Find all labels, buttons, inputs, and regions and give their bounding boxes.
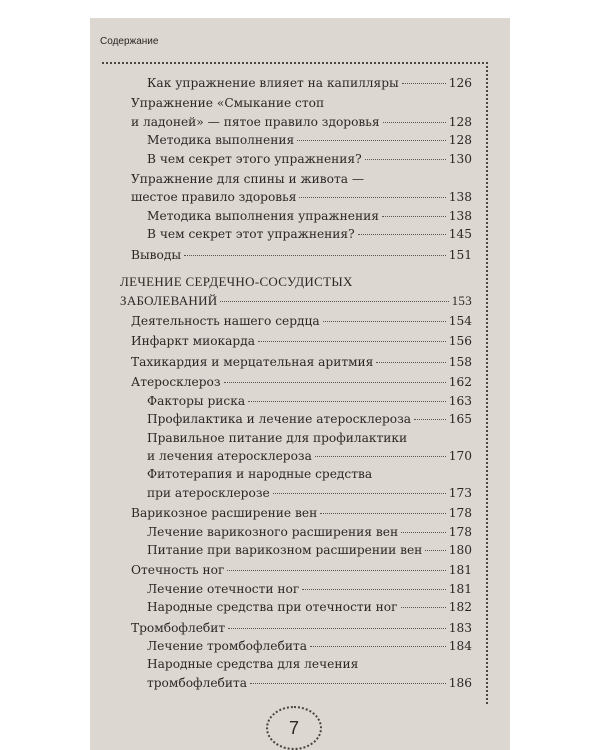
dot-leader [224, 382, 446, 383]
toc-page-number: 165 [448, 412, 472, 427]
toc-entry [120, 131, 472, 149]
toc-page-number: 158 [448, 354, 472, 369]
toc-entry [120, 465, 472, 502]
dot-leader [184, 255, 446, 256]
toc-page-number: 130 [448, 151, 472, 166]
dot-leader [382, 216, 446, 217]
toc-entry-title: тромбофлебита [147, 675, 247, 690]
toc-entry-title: Инфаркт миокарда [131, 334, 255, 349]
dot-leader [402, 83, 446, 84]
toc-entry [120, 74, 472, 92]
toc-entry [120, 150, 472, 168]
dot-leader [401, 532, 446, 533]
toc-chapter [120, 272, 472, 310]
toc-entry-title: ЗАБОЛЕВАНИЙ [120, 293, 218, 309]
toc-page-number: 183 [448, 620, 472, 635]
toc-page-number: 182 [448, 600, 472, 615]
dot-leader [248, 401, 446, 402]
dot-leader [323, 321, 446, 322]
page-number: 7 [266, 706, 322, 750]
toc-entry-title: Упражнение для спины и живота — [131, 172, 365, 187]
toc-entry-title: при атеросклерозе [147, 485, 270, 500]
toc-entry [120, 392, 472, 410]
toc-page-number: 138 [448, 208, 472, 223]
toc-entry [120, 561, 472, 579]
toc-page-number: 128 [448, 133, 472, 148]
dot-leader [297, 140, 446, 141]
toc-entry [120, 332, 472, 350]
dot-leader [401, 607, 446, 608]
toc-entry [120, 246, 472, 264]
toc-entry-title: ЛЕЧЕНИЕ СЕРДЕЧНО-СОСУДИСТЫХ [120, 274, 353, 290]
toc-entry-title: и лечения атеросклероза [147, 448, 312, 463]
toc-entry-title: Лечение отечности ног [147, 581, 300, 596]
toc-page-number: 145 [448, 227, 472, 242]
dot-leader [220, 301, 448, 302]
toc-entry-title: Народные средства при отечности ног [147, 600, 398, 615]
toc-entry-title: Профилактика и лечение атеросклероза [147, 412, 412, 427]
toc-entry [120, 94, 472, 131]
toc-page-number: 151 [448, 247, 472, 262]
toc-page-number: 153 [451, 293, 472, 309]
toc-entry-title: Фитотерапия и народные средства [147, 467, 373, 482]
dot-leader [273, 493, 446, 494]
toc-entry [120, 637, 472, 655]
toc-page-number: 170 [448, 448, 472, 463]
toc-entry-title: Народные средства для лечения [147, 657, 359, 672]
toc-page-number: 163 [448, 393, 472, 408]
dot-leader [425, 550, 445, 551]
dot-leader [315, 456, 446, 457]
toc-page-number: 178 [448, 506, 472, 521]
toc-entry-title: В чем секрет этот упражнения? [147, 227, 355, 242]
toc-page-number: 178 [448, 524, 472, 539]
toc-entry [120, 619, 472, 637]
toc-entry [120, 598, 472, 616]
toc-page-number: 162 [448, 375, 472, 390]
dot-leader [310, 646, 446, 647]
toc-entry [120, 207, 472, 225]
toc-page-number: 156 [448, 334, 472, 349]
toc-entry-title: Отечность ног [131, 563, 225, 578]
toc-entry-title: Упражнение «Смыкание стоп [131, 96, 325, 111]
dot-leader [383, 122, 446, 123]
toc-page-number: 180 [448, 542, 472, 557]
book-page [90, 18, 510, 750]
toc-entry-title: Как упражнение влияет на капилляры [147, 76, 399, 90]
dot-leader [358, 234, 446, 235]
toc-entry-title: Методика выполнения [147, 133, 295, 148]
toc-entry-title: Выводы [131, 247, 182, 262]
dot-leader [320, 513, 446, 514]
toc-entry [120, 312, 472, 330]
toc-entry-title: Тахикардия и мерцательная аритмия [131, 354, 374, 369]
dot-leader [258, 341, 446, 342]
toc-entry [120, 580, 472, 598]
toc-entry-title: Деятельность нашего сердца [131, 314, 320, 329]
toc-entry-title: Варикозное расширение вен [131, 506, 318, 521]
dot-leader [302, 589, 446, 590]
dot-leader [365, 159, 446, 160]
toc-entry [120, 373, 472, 391]
dot-leader [299, 197, 445, 198]
dot-leader [414, 419, 446, 420]
toc-entry [120, 429, 472, 466]
toc-page-number: 186 [448, 675, 472, 690]
dot-leader [250, 683, 446, 684]
toc-entry [120, 170, 472, 207]
toc-entry-title: Правильное питание для профилактики [147, 430, 408, 445]
toc-entry [120, 225, 472, 243]
toc-page-number: 184 [448, 638, 472, 653]
toc-entry [120, 541, 472, 559]
toc-entry-title: Тромбофлебит [131, 620, 226, 635]
toc-entry-title: Методика выполнения упражнения [147, 208, 379, 223]
running-head: Содержание [100, 36, 159, 47]
toc-page-number: 173 [448, 485, 472, 500]
toc-page-number: 126 [448, 76, 472, 90]
dot-leader [376, 362, 445, 363]
toc-entry [120, 523, 472, 541]
dot-leader [227, 570, 445, 571]
toc-entry [120, 504, 472, 522]
toc-entry-title: Атеросклероз [131, 375, 221, 390]
toc-entry-title: Лечение тромбофлебита [147, 638, 307, 653]
toc-page-number: 154 [448, 314, 472, 329]
toc-entry-title: шестое правило здоровья [131, 190, 297, 205]
toc-entry [120, 353, 472, 371]
toc-entry-title: Питание при варикозном расширении вен [147, 542, 423, 557]
toc-entry [120, 410, 472, 428]
dot-leader [228, 628, 446, 629]
toc-entry-title: В чем секрет этого упражнения? [147, 151, 362, 166]
table-of-contents [120, 74, 472, 692]
toc-entry [120, 655, 472, 692]
toc-page-number: 181 [448, 581, 472, 596]
toc-entry-title: и ладоней» — пятое правило здоровья [131, 114, 380, 129]
toc-page-number: 128 [448, 114, 472, 129]
toc-page-number: 181 [448, 563, 472, 578]
toc-entry-title: Факторы риска [147, 393, 246, 408]
toc-entry-title: Лечение варикозного расширения вен [147, 524, 399, 539]
toc-page-number: 138 [448, 190, 472, 205]
